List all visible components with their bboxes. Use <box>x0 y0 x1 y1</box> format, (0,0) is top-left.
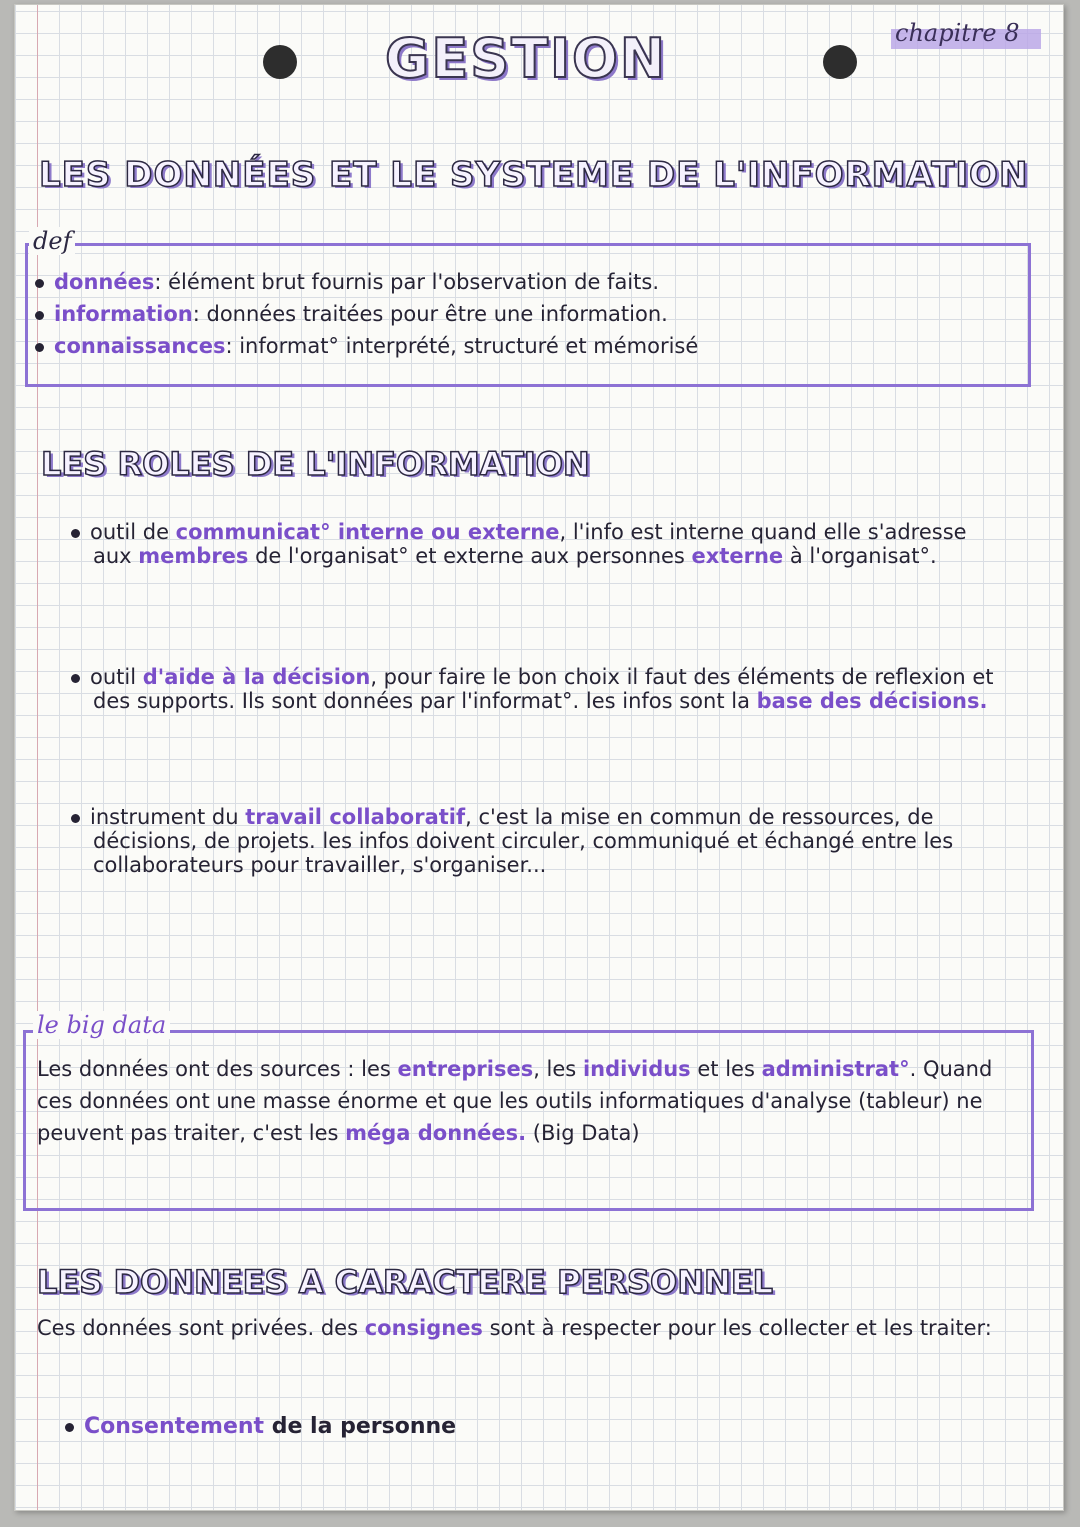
definition-label: def <box>29 227 75 255</box>
definition-item <box>35 270 1020 294</box>
text: de l'organisat° et externe aux personnes <box>248 544 692 568</box>
bullet-dot <box>71 814 80 823</box>
text: à l'organisat°. <box>783 544 937 568</box>
bullet-dot <box>71 529 80 538</box>
personal-bullet <box>65 1415 965 1439</box>
highlight-term: base des décisions. <box>756 689 988 713</box>
highlight-term: individus <box>582 1057 691 1081</box>
text: , l'info est interne quand elle s'adresse aux <box>93 520 967 568</box>
text: outil de <box>90 520 176 544</box>
highlight-term: administrat° <box>761 1057 910 1081</box>
text: , les <box>533 1057 583 1081</box>
bullet-dot <box>65 1423 74 1432</box>
section-heading-personal: LES DONNEES A CARACTERE PERSONNEL <box>37 1263 774 1301</box>
definition-term: connaissances <box>54 334 226 358</box>
highlight-term: consignes <box>364 1316 483 1340</box>
text: , c'est la mise en commun de ressources, de décisions, de projets. les infos doivent circuler, communiqué et échangé entre les collaborateurs pour travailler, s'organiser... <box>93 805 954 877</box>
definition-term: données <box>54 270 155 294</box>
text: , pour faire le bon choix il faut des éléments de reflexion et des supports. Ils sont données par l'informat°. les infos sont la <box>93 665 994 713</box>
highlight-term: d'aide à la décision <box>142 665 371 689</box>
text: sont à respecter pour les collecter et les traiter: <box>482 1316 992 1340</box>
page-title: GESTION <box>385 27 668 90</box>
text: de la personne <box>264 1414 457 1439</box>
highlight-term: externe <box>691 544 784 568</box>
bigdata-label: le big data <box>33 1011 170 1039</box>
definition-item <box>35 334 1020 358</box>
main-heading: LES DONNÉES ET LE SYSTEME DE L'INFORMATION <box>39 155 1029 195</box>
text: . Quand ces données ont une masse énorme et que les outils informatiques d'analyse (tableur) ne peuvent pas traiter, c'est les <box>37 1057 993 1145</box>
definition-text: : données traitées pour être une information. <box>192 302 668 326</box>
definition-text: : élément brut fournis par l'observation de faits. <box>154 270 659 294</box>
binder-hole-left <box>263 45 297 79</box>
notebook-page <box>14 4 1064 1511</box>
bullet-dot <box>71 674 80 683</box>
chapter-label: chapitre 8 <box>895 19 1020 47</box>
text: instrument du <box>90 805 246 829</box>
role-bullet-2 <box>65 665 1005 713</box>
bullet-dot <box>35 279 44 288</box>
text: outil <box>90 665 143 689</box>
definition-item <box>35 302 1020 326</box>
definition-text: : informat° interprété, structuré et mémorisé <box>225 334 699 358</box>
definition-term: information <box>54 302 193 326</box>
highlight-term: méga données. <box>345 1121 527 1145</box>
bigdata-text <box>37 1053 1012 1149</box>
highlight-term: communicat° interne ou externe <box>175 520 560 544</box>
role-bullet-3 <box>65 805 985 877</box>
highlight-term: Consentement <box>84 1414 265 1439</box>
section-heading-roles: LES ROLES DE L'INFORMATION <box>41 445 590 483</box>
personal-text <box>37 1313 1012 1343</box>
text: (Big Data) <box>526 1121 640 1145</box>
binder-hole-right <box>823 45 857 79</box>
text: Ces données sont privées. des <box>37 1316 365 1340</box>
text: Les données ont des sources : les <box>37 1057 398 1081</box>
highlight-term: travail collaboratif <box>245 805 466 829</box>
bullet-dot <box>35 343 44 352</box>
highlight-term: membres <box>138 544 249 568</box>
bullet-dot <box>35 311 44 320</box>
definition-list <box>35 270 1020 358</box>
text: et les <box>690 1057 762 1081</box>
role-bullet-1 <box>65 520 1005 568</box>
highlight-term: entreprises <box>397 1057 534 1081</box>
